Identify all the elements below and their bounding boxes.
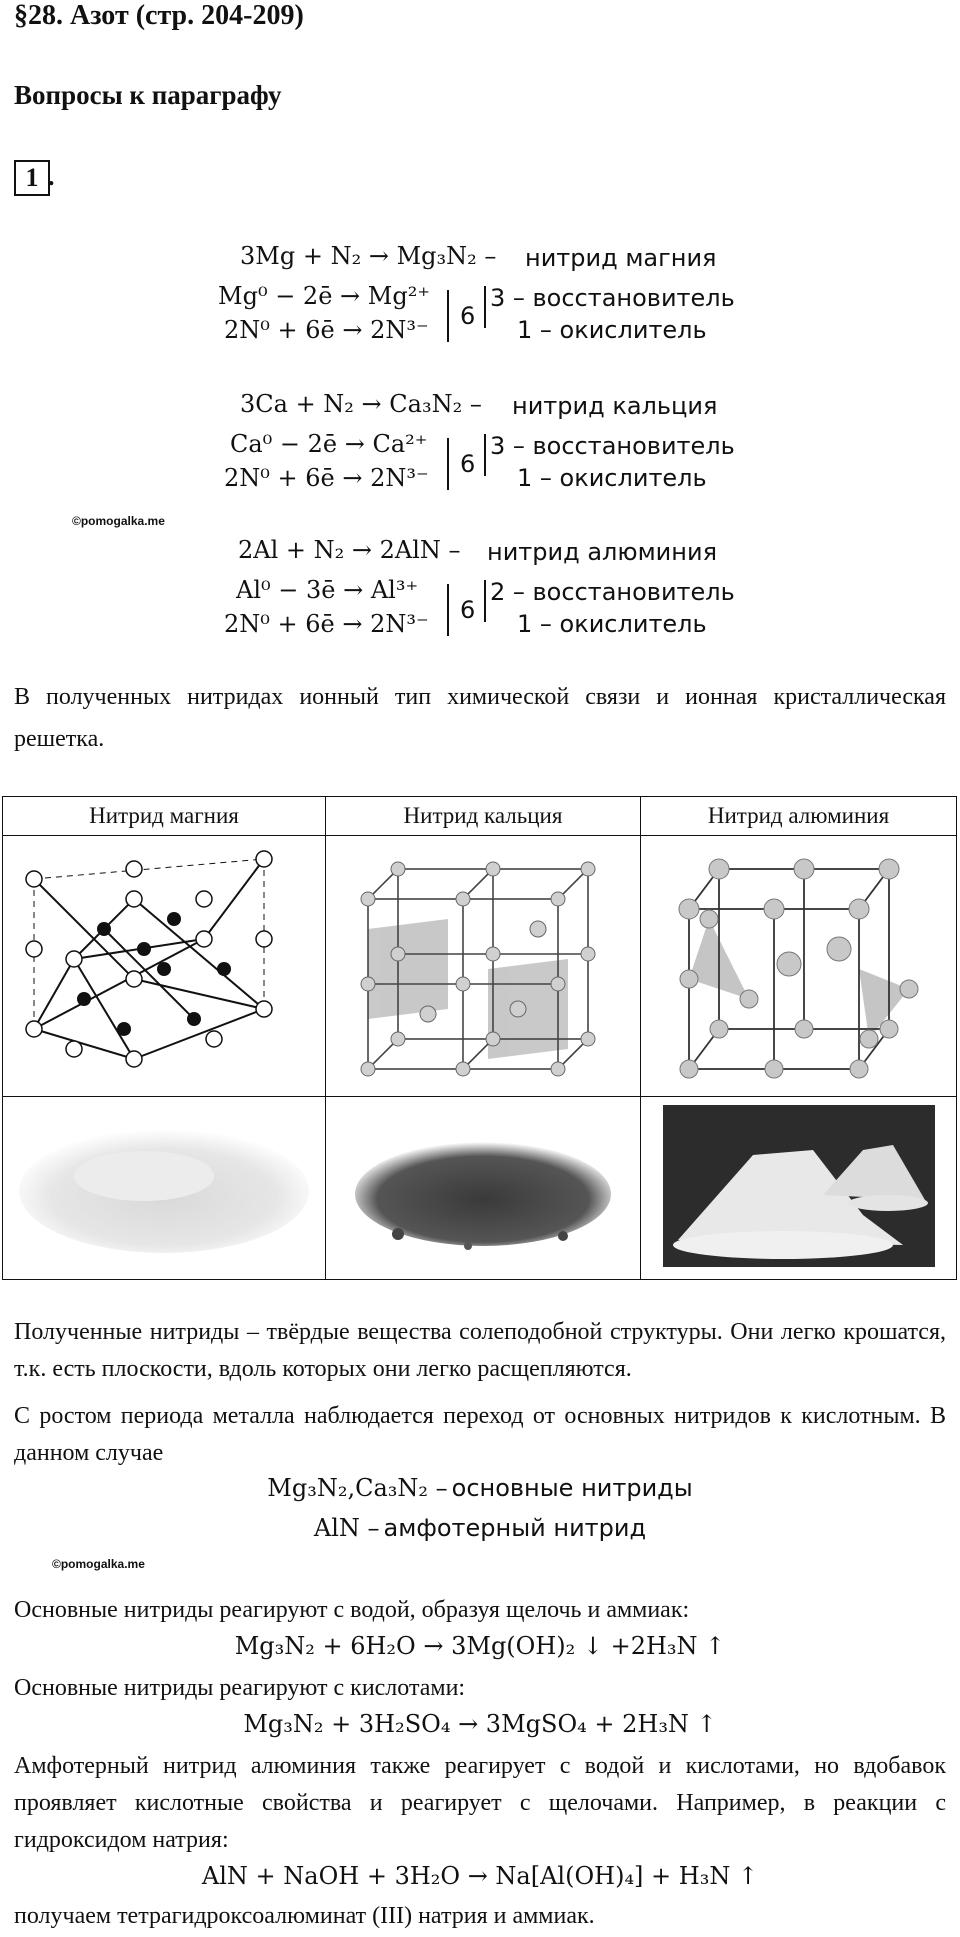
equation-acid: Mg₃N₂ + 3H₂SO₄ → 3MgSO₄ + 2H₃N ↑ [243, 1710, 717, 1738]
equation-water: Mg₃N₂ + 6H₂O → 3Mg(OH)₂ ↓ +2H₃N ↑ [234, 1632, 726, 1660]
crystal-lattice-mg-image [3, 836, 326, 1097]
balance-divider-left [447, 584, 449, 636]
balance-divider-right [484, 286, 486, 328]
powder-ca-nitride-image [326, 1097, 641, 1280]
balance-lcm: 6 [460, 302, 476, 330]
balance-lcm: 6 [460, 450, 476, 478]
nitrides-table [2, 796, 957, 1280]
paragraph-amphoteric: Амфотерный нитрид алюминия также реагирует с водой и кислотами, но вдобавок проявляет кислотные свойства и реагирует с щелочами. Например, в реакции с гидроксидом натрия: [14, 1753, 946, 1853]
reaction-product-name: нитрид кальция [512, 392, 718, 420]
half-reaction-oxidation: Mg⁰ − 2ē → Mg²⁺ [218, 282, 430, 310]
balance-coef-oxidizer: 1 – окислитель [517, 464, 707, 492]
amphoteric-nitride-line [0, 1514, 960, 1542]
paragraph-period-trend: С ростом периода металла наблюдается переход от основных нитридов к кислотным. В данном случае [14, 1403, 946, 1466]
question-dot: . [48, 162, 55, 191]
equation-naoh: AlN + NaOH + 3H₂O → Na[Al(OH)₄] + H₃N ↑ [201, 1862, 759, 1890]
paragraph-acid-reaction: Основные нитриды реагируют с кислотами: [14, 1675, 466, 1701]
watermark: ©pomogalka.me [52, 1557, 145, 1571]
table-header-al: Нитрид алюминия [641, 797, 957, 836]
balance-divider-left [447, 438, 449, 490]
half-reaction-reduction: 2N⁰ + 6ē → 2N³⁻ [224, 464, 429, 492]
balance-divider-right [484, 434, 486, 476]
paragraph-properties: Полученные нитриды – твёрдые вещества солеподобной структуры. Они легко крошатся, т.к. есть плоскости, вдоль которых они легко расщепляются. [14, 1319, 946, 1382]
crystal-lattice-ca-image [326, 836, 641, 1097]
balance-divider-right [484, 580, 486, 622]
balance-coef-oxidizer: 1 – окислитель [517, 610, 707, 638]
table-header-ca: Нитрид кальция [326, 797, 641, 836]
reaction-product-name: нитрид магния [525, 244, 717, 272]
paragraph-result: получаем тетрагидроксоалюминат (III) натрия и аммиак. [14, 1903, 595, 1929]
half-reaction-oxidation: Ca⁰ − 2ē → Ca²⁺ [230, 430, 428, 458]
balance-lcm: 6 [460, 596, 476, 624]
reaction-product-name: нитрид алюминия [487, 538, 718, 566]
half-reaction-oxidation: Al⁰ − 3ē → Al³⁺ [236, 576, 419, 604]
powder-al-nitride-image [641, 1097, 957, 1280]
balance-coef-reducer: 2 – восстановитель [490, 578, 735, 606]
half-reaction-reduction: 2N⁰ + 6ē → 2N³⁻ [224, 316, 429, 344]
amphoteric-nitride-formula: AlN – [313, 1514, 380, 1542]
reaction-equation: 3Mg + N₂ → Mg₃N₂ – [240, 242, 497, 270]
reaction-equation: 3Ca + N₂ → Ca₃N₂ – [240, 390, 482, 418]
half-reaction-reduction: 2N⁰ + 6ē → 2N³⁻ [224, 610, 429, 638]
balance-divider-left [447, 290, 449, 342]
basic-nitrides-formula: Mg₃N₂,Ca₃N₂ – [267, 1474, 448, 1502]
crystal-lattice-al-image [641, 836, 957, 1097]
watermark: ©pomogalka.me [72, 514, 165, 528]
paragraph-ionic-bond: В полученных нитридах ионный тип химической связи и ионная кристаллическая решетка. [14, 684, 946, 752]
question-number: 1 [14, 160, 50, 196]
powder-mg-nitride-image [3, 1097, 326, 1280]
paragraph-water-reaction: Основные нитриды реагируют с водой, образуя щелочь и аммиак: [14, 1597, 690, 1623]
basic-nitrides-label: основные нитриды [451, 1474, 693, 1502]
balance-coef-oxidizer: 1 – окислитель [517, 316, 707, 344]
section-subtitle: Вопросы к параграфу [14, 80, 282, 110]
basic-nitrides-line [0, 1474, 960, 1502]
amphoteric-nitride-label: амфотерный нитрид [383, 1514, 647, 1542]
balance-coef-reducer: 3 – восстановитель [490, 284, 735, 312]
table-header-mg: Нитрид магния [3, 797, 326, 836]
balance-coef-reducer: 3 – восстановитель [490, 432, 735, 460]
reaction-equation: 2Al + N₂ → 2AlN – [238, 536, 461, 564]
page-title: §28. Азот (стр. 204-209) [14, 0, 304, 31]
